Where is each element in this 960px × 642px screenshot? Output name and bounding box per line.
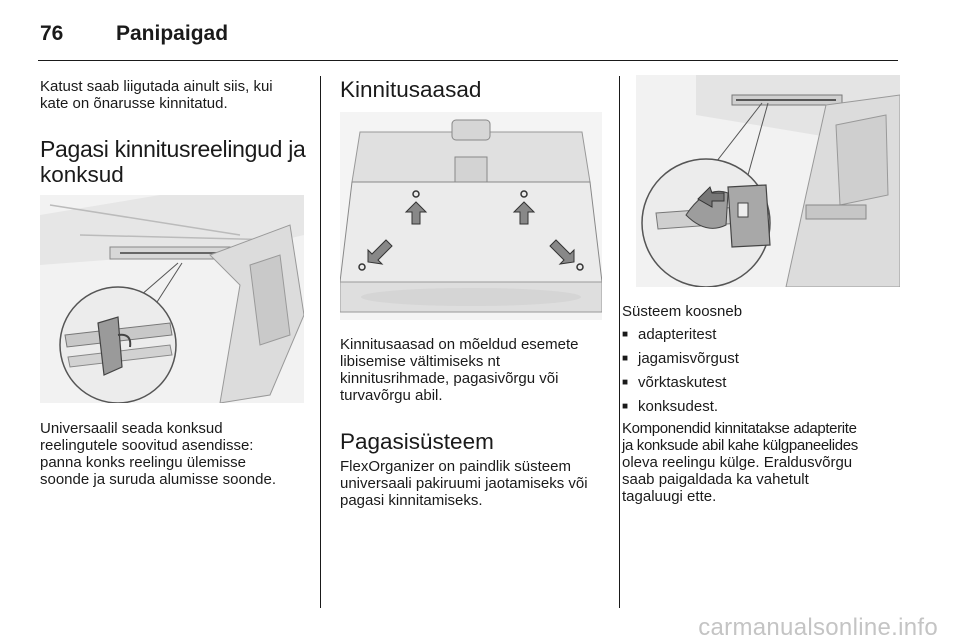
caption-line-4: soonde ja suruda alumisse soonde. (40, 471, 276, 488)
components-line-5: tagaluugi ette. (622, 488, 717, 505)
cargo-system-body (340, 458, 615, 509)
intro-line-2: kate on õnarusse kinnitatud. (40, 95, 228, 112)
heading-line-1: Pagasi kinnitusreelingud ja (40, 136, 306, 162)
heading-lashing-eyes-wrap (340, 77, 612, 102)
system-line-1: FlexOrganizer on paindlik süsteem (340, 458, 571, 475)
list-item: ■ konksudest. (622, 395, 910, 419)
lashing-line-2: libisemise vältimiseks nt (340, 353, 501, 370)
heading-cargo-system: Pagasisüsteem (340, 429, 494, 454)
caption-line-2: reelingutele soovitud asendisse: (40, 437, 254, 454)
lashing-eyes-illustration (340, 112, 602, 320)
components-body (622, 420, 912, 505)
bullet-icon: ■ (622, 353, 629, 364)
heading-line-2: konksud (40, 162, 124, 187)
figure-lashing-eyes (340, 112, 602, 320)
bullet-icon: ■ (622, 401, 629, 412)
section-title: Panipaigad (116, 22, 229, 45)
components-line-4: saab paigaldada ka vahetult (622, 471, 809, 488)
lashing-eyes-body (340, 336, 612, 404)
heading-rails-hooks (40, 137, 312, 187)
bullet-icon: ■ (622, 329, 629, 340)
intro-line-1: Katust saab liigutada ainult siis, kui (40, 78, 273, 95)
system-line-3: pagasi kinnitamiseks. (340, 492, 483, 509)
flexorganizer-illustration (636, 75, 900, 287)
components-line-2: ja konksude abil kahe külgpaneelides (622, 437, 858, 454)
column-divider-2 (619, 76, 620, 608)
column-1 (40, 78, 312, 112)
components-line-1: Komponendid kinnitatakse adapterite (622, 420, 857, 437)
lashing-line-3: kinnitusrihmade, pagasivõrgu või (340, 370, 559, 387)
column-divider-1 (320, 76, 321, 608)
page-number: 76 (40, 22, 64, 45)
system-components (622, 303, 910, 419)
watermark: carmanualsonline.info (698, 614, 938, 641)
bullet-icon: ■ (622, 377, 629, 388)
list-item: ■ võrktaskutest (622, 371, 910, 395)
system-lead: Süsteem koosneb (622, 303, 743, 320)
lashing-line-1: Kinnitusaasad on mõeldud esemete (340, 336, 579, 353)
figure-flexorganizer (636, 75, 900, 287)
header-rule (38, 60, 898, 61)
caption-line-3: panna konks reelingu ülemisse (40, 454, 246, 471)
components-line-3: oleva reelingu külge. Eraldusvõrgu (622, 454, 853, 471)
heading-cargo-system-wrap (340, 429, 612, 454)
figure-rail-hook (40, 195, 304, 403)
caption-line-1: Universaalil seada konksud (40, 420, 223, 437)
lashing-line-4: turvavõrgu abil. (340, 387, 443, 404)
list-item: ■ jagamisvõrgust (622, 347, 910, 371)
list-item: ■ adapteritest (622, 323, 910, 347)
rail-hook-illustration (40, 195, 304, 403)
system-line-2: universaali pakiruumi jaotamiseks või (340, 475, 588, 492)
heading-lashing-eyes: Kinnitusaasad (340, 77, 482, 102)
components-list (622, 323, 910, 419)
rail-caption (40, 420, 312, 488)
